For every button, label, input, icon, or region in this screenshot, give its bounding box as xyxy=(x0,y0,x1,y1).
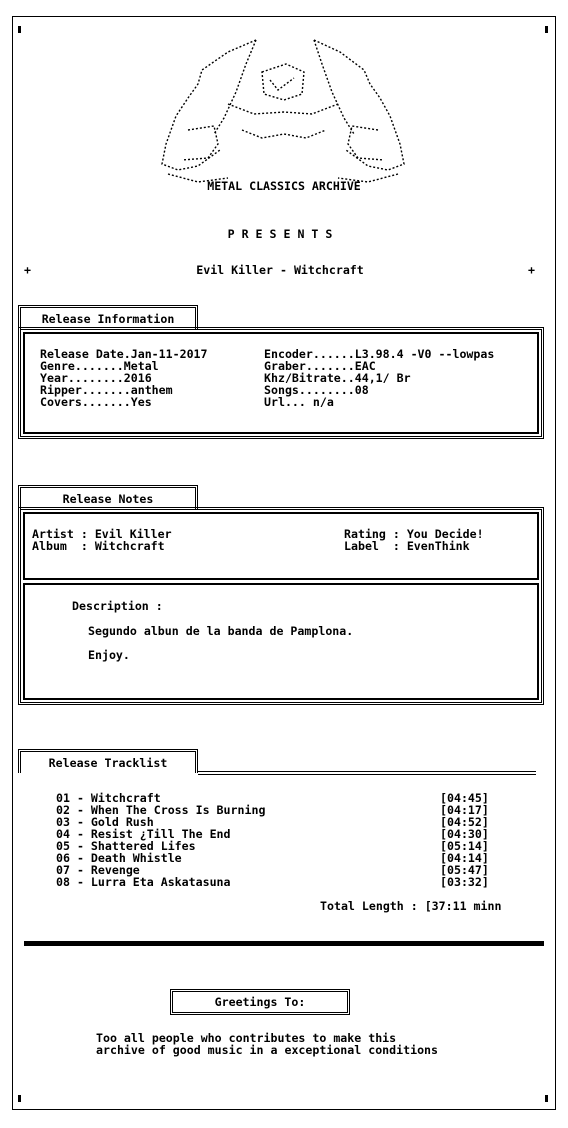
track-row: 07 - Revenge xyxy=(56,863,140,877)
covers: Covers.......Yes xyxy=(40,395,152,409)
track-length: [04:14] xyxy=(440,851,489,865)
bitrate: Khz/Bitrate..44,1/ Br xyxy=(264,371,411,385)
track-lengths xyxy=(440,792,489,888)
tracklist-tab-rule-2 xyxy=(198,774,536,775)
track-length: [04:52] xyxy=(440,815,489,829)
section-divider xyxy=(24,941,544,946)
release-notes-tab: Release Notes xyxy=(18,485,198,509)
logo-caption: METAL CLASSICS ARCHIVE xyxy=(207,179,361,193)
title-marker-left: + xyxy=(24,263,31,277)
track-row: 01 - Witchcraft xyxy=(56,791,161,805)
songs: Songs........08 xyxy=(264,383,369,397)
genre: Genre.......Metal xyxy=(40,359,159,373)
release-date: Release Date.Jan-11-2017 xyxy=(40,347,208,361)
rating-line: Rating : You Decide! xyxy=(344,527,484,541)
track-row: 06 - Death Whistle xyxy=(56,851,182,865)
description-closing: Enjoy. xyxy=(88,648,130,662)
track-length: [05:47] xyxy=(440,863,489,877)
year: Year........2016 xyxy=(40,371,152,385)
presents-heading: P R E S E N T S xyxy=(227,227,333,241)
artist-line: Artist : Evil Killer xyxy=(32,527,172,541)
graber: Graber.......EAC xyxy=(264,359,376,373)
greetings-label-box: Greetings To: xyxy=(170,989,350,1015)
tracklist-tab-rule-1 xyxy=(198,771,536,772)
track-row: 02 - When The Cross Is Burning xyxy=(56,803,266,817)
label-line: Label : EvenThink xyxy=(344,539,470,553)
description-label: Description : xyxy=(72,599,163,613)
ascii-art-logo xyxy=(158,34,408,194)
track-length: [04:45] xyxy=(440,791,489,805)
track-row: 03 - Gold Rush xyxy=(56,815,154,829)
corner-mark-bottom-left xyxy=(18,1095,21,1102)
album-line: Album : Witchcraft xyxy=(32,539,165,553)
greetings-line-1: Too all people who contributes to make this xyxy=(96,1031,397,1045)
track-row: 04 - Resist ¿Till The End xyxy=(56,827,231,841)
release-info-right-column xyxy=(264,348,494,408)
track-row: 05 - Shattered Lifes xyxy=(56,839,196,853)
greetings-line-2: archive of good music in a exceptional conditions xyxy=(96,1043,439,1057)
total-length: Total Length : [37:11 minn xyxy=(320,899,502,913)
corner-mark-top-left xyxy=(18,26,21,33)
corner-mark-top-right xyxy=(545,26,548,33)
release-info-tab: Release Information xyxy=(18,305,198,329)
title-marker-right: + xyxy=(528,263,535,277)
release-title: Evil Killer - Witchcraft xyxy=(196,263,364,277)
track-length: [04:30] xyxy=(440,827,489,841)
track-row: 08 - Lurra Eta Askatasuna xyxy=(56,875,231,889)
corner-mark-bottom-right xyxy=(545,1095,548,1102)
encoder: Encoder......L3.98.4 -V0 --lowpas xyxy=(264,347,495,361)
track-list xyxy=(56,792,265,888)
release-info-left-column xyxy=(40,348,208,408)
track-length: [05:14] xyxy=(440,839,489,853)
track-length: [03:32] xyxy=(440,875,489,889)
url: Url... n/a xyxy=(264,395,334,409)
track-length: [04:17] xyxy=(440,803,489,817)
tracklist-tab: Release Tracklist xyxy=(18,749,198,773)
ripper: Ripper.......anthem xyxy=(40,383,173,397)
description-text: Segundo albun de la banda de Pamplona. xyxy=(88,624,354,638)
